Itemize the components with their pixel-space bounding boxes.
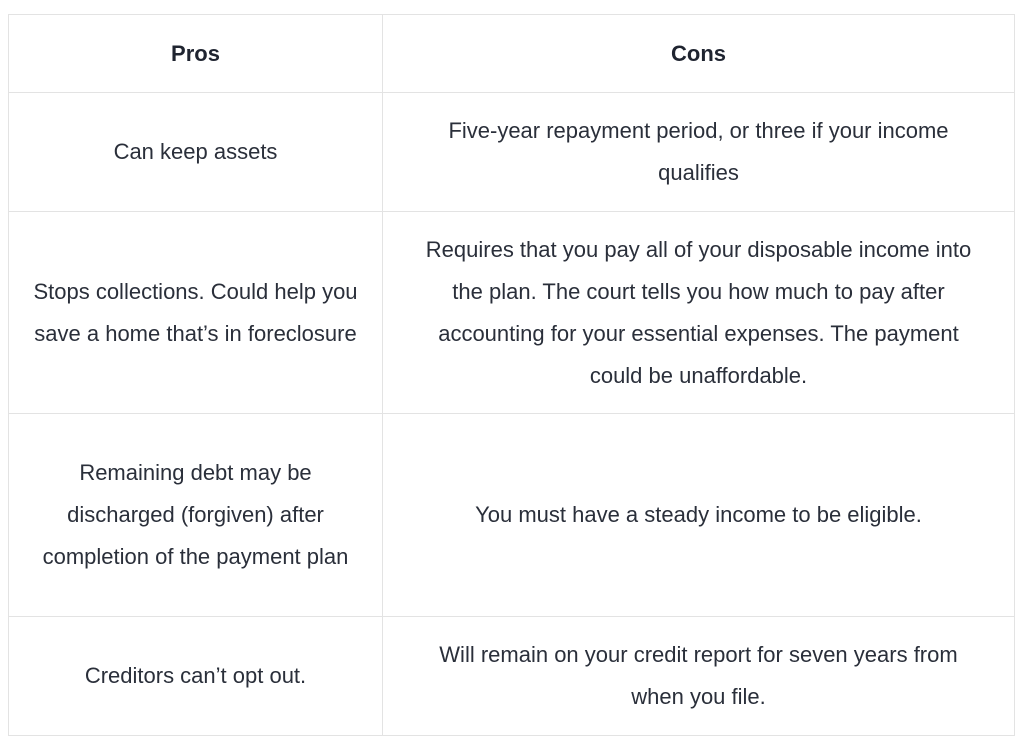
pros-cell: Remaining debt may be discharged (forgiven) after completion of the payment plan xyxy=(9,414,383,617)
cons-cell: Five-year repayment period, or three if your income qualifies xyxy=(383,93,1015,212)
header-row xyxy=(9,15,1015,93)
pros-cons-table-container xyxy=(8,14,1014,736)
table-row xyxy=(9,617,1015,736)
pros-cons-table xyxy=(8,14,1015,736)
table-row xyxy=(9,212,1015,414)
table-header xyxy=(9,15,1015,93)
pros-cell: Creditors can’t opt out. xyxy=(9,617,383,736)
cons-column-header: Cons xyxy=(383,15,1015,93)
pros-cell: Can keep assets xyxy=(9,93,383,212)
table-row xyxy=(9,93,1015,212)
cons-cell: You must have a steady income to be eligible. xyxy=(383,414,1015,617)
table-body xyxy=(9,93,1015,736)
pros-cell: Stops collections. Could help you save a home that’s in foreclosure xyxy=(9,212,383,414)
cons-cell: Will remain on your credit report for seven years from when you file. xyxy=(383,617,1015,736)
cons-cell: Requires that you pay all of your disposable income into the plan. The court tells you how much to pay after accounting for your essential expenses. The payment could be unaffordable. xyxy=(383,212,1015,414)
table-row xyxy=(9,414,1015,617)
pros-column-header: Pros xyxy=(9,15,383,93)
